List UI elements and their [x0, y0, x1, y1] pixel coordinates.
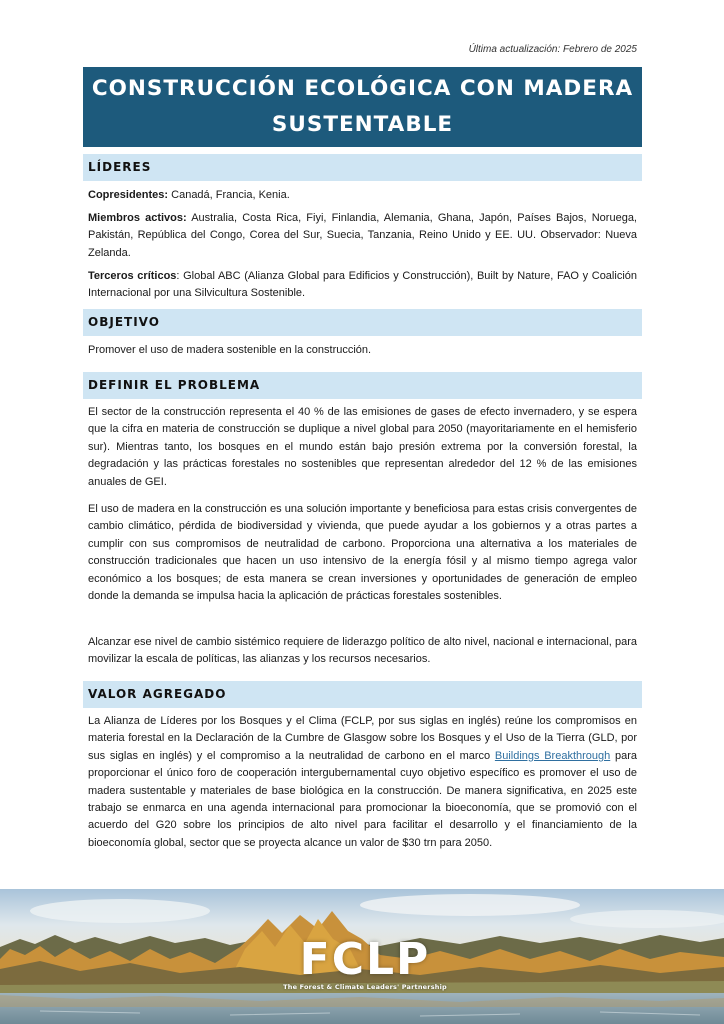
page-title [83, 67, 642, 147]
third-parties-label: Terceros críticos [88, 270, 177, 282]
section-heading-problem: DEFINIR EL PROBLEMA [83, 372, 642, 399]
members-paragraph [88, 210, 637, 262]
cochairs-paragraph [88, 187, 637, 204]
section-heading-leaders: LÍDERES [83, 154, 642, 181]
last-updated-date: Última actualización: Febrero de 2025 [468, 44, 637, 55]
fclp-logo [280, 935, 450, 991]
members-label: Miembros activos: [88, 212, 187, 224]
buildings-breakthrough-link[interactable]: Buildings Breakthrough [494, 749, 611, 762]
value-text-after: para proporcionar el único foro de cooperación intergubernamental cuyo objetivo específico es promover el uso de madera sustentable y materiales de base biológica en la construcción. De manera significativa, en 2025 este trabajo se enmarca en una agenda internacional para promocionar la bioeconomía, que se promovió con el acuerdo del G20 sobre los principios de alto nivel para facilitar el desarrollo y el financiamiento de la bioeconomía global, sector que se proyecta alcance un valor de $30 trn para 2050. [88, 749, 637, 849]
section-heading-objective: OBJETIVO [83, 309, 642, 336]
value-paragraph [88, 713, 637, 852]
problem-paragraph-3: Alcanzar ese nivel de cambio sistémico requiere de liderazgo político de alto nivel, nacional e internacional, para movilizar la escala de políticas, las alianzas y los recursos necesarios. [88, 636, 637, 666]
fclp-logo-wordmark: FCLP [299, 934, 431, 985]
title-line-2: SUSTENTABLE [271, 112, 454, 137]
third-parties-text: : Global ABC (Alianza Global para Edificios y Construcción), Built by Nature, FAO y Coalición Internacional por una Silvicultura Sostenible. [88, 270, 637, 300]
problem-paragraph-1: El sector de la construcción representa el 40 % de las emisiones de gases de efecto invernadero, y se espera que la cifra en materia de construcción se duplique a nivel global para 2050 (mayoritariamente en el hemisferio sur). Mientras tanto, los bosques en el mundo están bajo presión extrema por la conversión forestal, la degradación y las prácticas forestales no sostenibles que representan alrededor del 12 % de las emisiones anuales de GEI. [88, 406, 637, 488]
cochairs-text: Canadá, Francia, Kenia. [168, 189, 290, 201]
members-text: Australia, Costa Rica, Fiyi, Finlandia, Alemania, Ghana, Japón, Países Bajos, Noruega, Pakistán, República del Congo, Corea del Sur, Suecia, Tanzania, Reino Unido y EE. UU. Observador: Nueva Zelanda. [88, 212, 637, 259]
section-heading-value: VALOR AGREGADO [83, 681, 642, 708]
title-line-1: CONSTRUCCIÓN ECOLÓGICA CON MADERA [91, 76, 634, 101]
value-text-before: La Alianza de Líderes por los Bosques y el Clima (FCLP, por sus siglas en inglés) reúne los compromisos en materia forestal en la Declaración de la Cumbre de Glasgow sobre los Bosques y el Uso de la Tierra (GLD, por sus siglas en inglés) y el compromiso a la neutralidad de carbono en el marco [88, 715, 637, 762]
cochairs-label: Copresidentes: [88, 189, 169, 201]
problem-paragraph-2: El uso de madera en la construcción es una solución importante y beneficiosa para estas crisis convergentes de cambio climático, pérdida de biodiversidad y vivienda, que puede ayudar a los gobiernos y a otras partes a cumplir con sus compromisos de neutralidad de carbono. Proporciona una alternativa a los materiales de construcción tradicionales que hacen un uso intensivo de la energía fósil y al mismo tiempo agrega valor económico a los bosques; de esta manera se crean inversiones y oportunidades de generación de empleo donde la demanda se impulsa hacia la aplicación de prácticas forestales sostenibles. [88, 503, 637, 603]
third-parties-paragraph [88, 268, 637, 303]
objective-text: Promover el uso de madera sostenible en la construcción. [88, 344, 372, 356]
fclp-logo-tagline: The Forest & Climate Leaders' Partnership [283, 983, 447, 991]
